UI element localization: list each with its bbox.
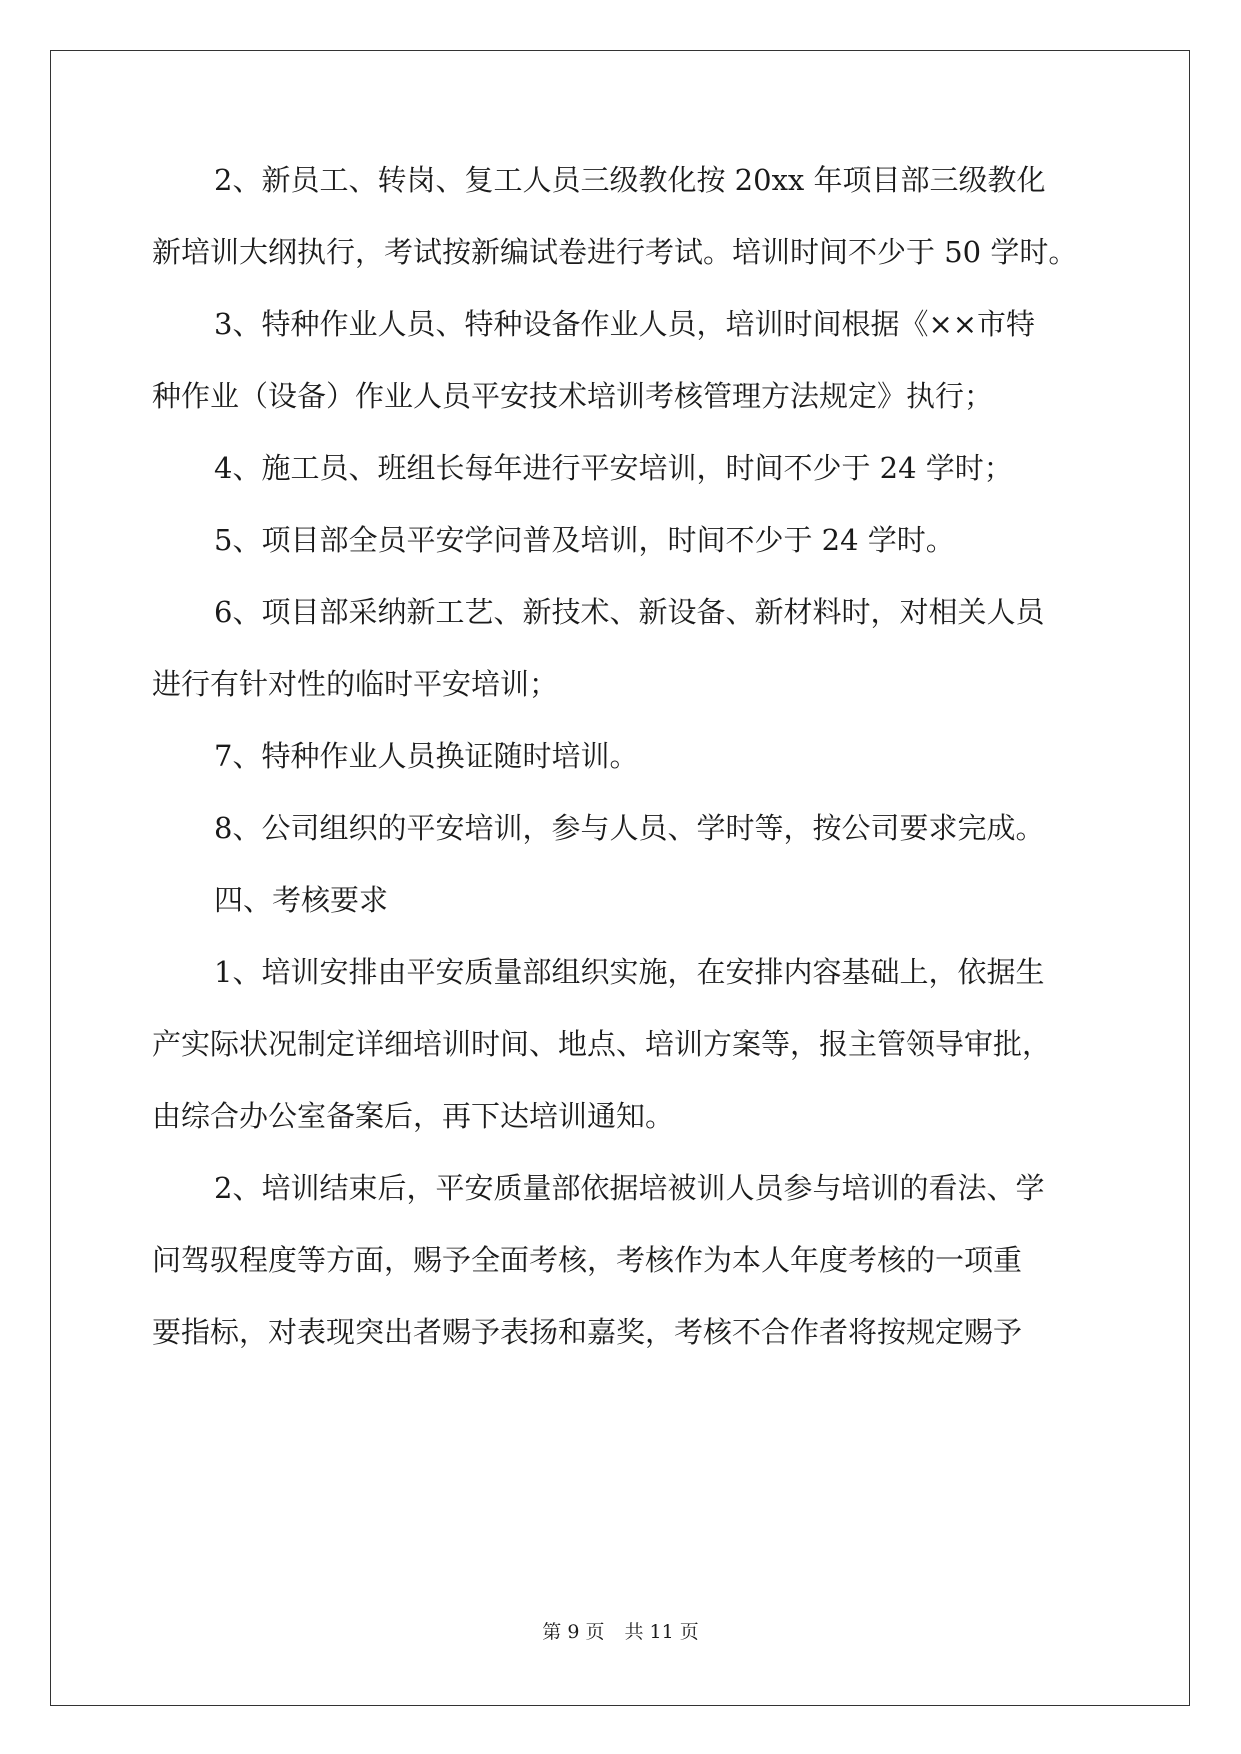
paragraph-line: 2、培训结束后，平安质量部依据培被训人员参与培训的看法、学 xyxy=(214,1171,1045,1205)
paragraph-line: 要指标，对表现突出者赐予表扬和嘉奖，考核不合作者将按规定赐予 xyxy=(152,1315,1023,1349)
paragraph-line: 2、新员工、转岗、复工人员三级教化按 20xx 年项目部三级教化 xyxy=(214,163,1046,197)
page-total: 共 11 页 xyxy=(624,1621,699,1643)
paragraph-line: 6、项目部采纳新工艺、新技术、新设备、新材料时，对相关人员 xyxy=(214,595,1045,629)
paragraph-line: 问驾驭程度等方面，赐予全面考核，考核作为本人年度考核的一项重 xyxy=(152,1243,1023,1277)
paragraph-line: 4、施工员、班组长每年进行平安培训，时间不少于 24 学时； xyxy=(214,451,1013,485)
paragraph-line: 3、特种作业人员、特种设备作业人员，培训时间根据《××市特 xyxy=(214,307,1036,341)
section-heading: 四、考核要求 xyxy=(214,883,389,917)
paragraph-line: 1、培训安排由平安质量部组织实施，在安排内容基础上，依据生 xyxy=(214,955,1045,989)
paragraph-line: 8、公司组织的平安培训，参与人员、学时等，按公司要求完成。 xyxy=(214,811,1045,845)
paragraph-line: 新培训大纲执行，考试按新编试卷进行考试。培训时间不少于 50 学时。 xyxy=(152,235,1078,269)
page-footer xyxy=(0,1620,1241,1644)
paragraph-line: 5、项目部全员平安学问普及培训，时间不少于 24 学时。 xyxy=(214,523,955,557)
page-number: 第 9 页 xyxy=(542,1621,605,1643)
paragraph-line: 7、特种作业人员换证随时培训。 xyxy=(214,739,639,773)
page-border xyxy=(50,50,1190,1706)
paragraph-line: 进行有针对性的临时平安培训； xyxy=(152,667,559,701)
paragraph-line: 产实际状况制定详细培训时间、地点、培训方案等，报主管领导审批， xyxy=(152,1027,1052,1061)
paragraph-line: 种作业（设备）作业人员平安技术培训考核管理方法规定》执行； xyxy=(152,379,994,413)
paragraph-line: 由综合办公室备案后，再下达培训通知。 xyxy=(152,1099,675,1133)
